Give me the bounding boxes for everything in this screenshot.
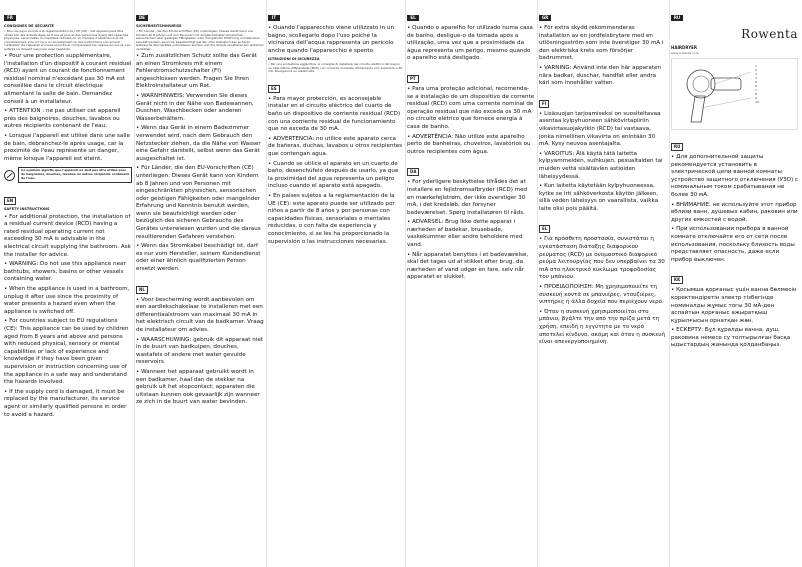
paragraph-large: • ADVERTÊNCIA: Não utilize este aparelho perto de banheiras, chuveiros, lavatórios ou outros recipientes com água. <box>407 133 531 155</box>
website: www.rowenta.com <box>671 51 699 55</box>
paragraph-large: • Für Länder, die den EU-Vorschriften (CE) unterliegen: Dieses Gerät kann von Kindern ab 8 Jahren und von Personen mit eingeschränkten physischen, sensorischen oder geistigen Fähigkeiten oder mangelnder Erfahrung und Kenntnis benutzt werden, wenn sie beaufsichtigt werden oder bezüglich des sicheren Gebrauchs des Gerätes unterwiesen wurden und die daraus resultierenden Gefahren verstehen. <box>136 165 261 240</box>
paragraph-large: • Når apparatet benyttes i et badeværelse, skal det tages ud af stikket efter brug, da nærheden af vand udgør en fare, selv når apparatet er slukket. <box>407 251 529 281</box>
fold-line <box>669 0 670 567</box>
paragraph-large: • WAARSCHUWING: gebruik dit apparaat niet in de buurt van badkuipen, douches, wastafels of andere met water gevulde reservoirs. <box>136 336 263 366</box>
paragraph: • Für Länder, die den EU-Vorschriften (CE) unterliegen: Dieses Gerät kann von Kindern ab 8 Jahren und von Personen mit eingeschränkten physischen, sensorischen oder geistigen Fähigkeiten oder mangelnder Erfahrung und Kenntnis benutzt werden, wenn sie beaufsichtigt werden oder bezüglich des sicheren Gebrauchs des Gerätes unterwiesen wurden und die daraus resultierenden Gefahren verstehen. <box>136 29 264 51</box>
paragraph-large: • Kun laitetta käytetään kylpyhuoneessa, kytke se irti sähköverkosta käytön jälkeen, sillä veden läheisyys on vaarallista, vaikka laite olisi pois päältä. <box>539 183 659 212</box>
fold-line <box>266 0 267 567</box>
paragraph-large: • WARNING: Do not use this appliance near bathtubs, showers, basins or other vessels containing water. <box>4 261 126 283</box>
paragraph-large: • ADVARSEL: Brug ikke dette apparat i nærheden af badekar, brusebade, vaskekummer eller andre beholdere med vand. <box>407 219 523 249</box>
column-pt-da <box>407 4 535 563</box>
brand-logo: Rowenta <box>741 27 798 41</box>
section-heading: SICHERHEITSHINWEISE <box>136 24 182 28</box>
paragraph: • Pour les pays soumis à la réglementation de l'UE (CE) : Cet appareil peut être utilisé par des enfants âgés de 8 ans et plus et des personnes ayant des capacités physiques, sensorielles ou mentales réduites ou un manque d'expérience et de connaissances, s'ils ont reçu un encadrement ou des instructions concernant l'utilisation de l'appareil en toute sécurité et comprennent les risques encourus. Les enfants ne doivent pas jouer avec l'appareil. <box>4 29 131 51</box>
hairdryer-illustration <box>671 58 798 130</box>
page-number: DE <box>136 15 148 21</box>
paragraph-large: • Wenn das Stromkabel beschädigt ist, darf es nur vom Hersteller, seinem Kundendienst oder einer ähnlich qualifizierten Person ersetzt werden. <box>136 243 261 273</box>
paragraph-large: • En países sujetos a la reglamentación de la UE (CE): este aparato puede ser utilizado por niños a partir de 8 años y por personas con capacidades físicas, sensoriales o mentales reducidas, o con falta de experiencia y conocimiento, si se les ha proporcionado la supervisión o las instrucciones necesarias. <box>268 193 395 245</box>
fold-line <box>537 0 538 567</box>
language-tag: EN <box>4 197 16 205</box>
paragraph-large: • If the supply cord is damaged, it must be replaced by the manufacturer, its service agent or similarly qualified persons in order to avoid a hazard. <box>4 388 127 418</box>
paragraph-large: • Quando l'apparecchio viene utilizzato in un bagno, scollegarlo dopo l'uso poiché la vicinanza dell'acqua rappresenta un pericolo anche quando l'apparecchio è spento. <box>268 25 395 54</box>
paragraph-large: • Для дополнительной защиты рекомендуется установить в электрической цепи ванной комнаты устройство защитного отключения (УЗО) с номинальным током срабатывания не более 30 мА. <box>671 154 798 198</box>
legend-item: 8 <box>755 92 757 96</box>
language-tag: EL <box>539 225 550 233</box>
paragraph-large: • For yderligere beskyttelse tilrådes det at installere en fejlstrømsafbryder (RCD) med en mærkefejlstrøm, der ikke overstiger 30 mA, i det kredsløb, der forsyner badeværelset. Spørg installatøren til råds. <box>407 179 528 216</box>
product-diagram <box>671 58 798 130</box>
paragraph-large: • Wanneer het apparaat gebruikt wordt in een badkamer, haal dan de stekker na gebruik uit het stopcontact; apparaten die uitstaan kunnen ook gevaarlijk zijn wanneer ze zich in de buurt van water bevinden. <box>136 368 260 406</box>
paragraph-large: • För extra skydd rekommenderas installation av en jordfelsbrytare med en utlösningsström som inte överstiger 30 mA i den elektriska krets som försörjer badrummet. <box>539 25 664 62</box>
paragraph-large: • ЕСКЕРТУ: Бұл құралды ванна, душ, раковина немесе су толтырылған басқа ыдыстардың жанында қолданбаңыз. <box>671 327 791 349</box>
paragraph-large: • ATTENTION : ne pas utiliser cet appareil près des baignoires, douches, lavabos ou autres récipients contenant de l'eau. <box>4 108 121 130</box>
paragraph-large: • Voor bescherming wordt aanbevolen om een aardlekschakelaar te installeren met een differentiaalstroom van maximaal 30 mA in het elektrisch circuit van de badkamer. Vraag de installateur om advies. <box>136 296 264 333</box>
page-number: RU <box>671 15 683 21</box>
language-tag: NL <box>136 286 148 294</box>
paragraph-large: • Pour une protection supplémentaire, l'installation d'un dispositif à courant résiduel (RCD) ayant un courant de fonctionnement résiduel nominal n'excédant pas 30 mA est conseillée dans le circuit électrique alimentant la salle de bain. Demandez conseil à un installateur. <box>4 53 132 105</box>
warning-box: Ce symbole signifie que l'appareil ne doit pas être utilisé près de baignoires, douches, lavabos ou autres récipients contenant de l'eau. <box>18 167 132 182</box>
legend-item: 7 <box>755 88 757 92</box>
column-de-nl <box>136 4 264 563</box>
column-cover-ru <box>671 4 798 563</box>
paragraph-large: • Zum zusätzlichen Schutz sollte das Gerät an einen Stromkreis mit einem Fehlerstromschutzschalter (FI) angeschlossen werden. Fragen Sie Ihren Elektroinstallateur um Rat. <box>136 53 257 90</box>
paragraph: • Per una protezione aggiuntiva, si consiglia di installare nel circuito elettrico del bagno un interruttore differenziale (RCD) con corrente nominale d'intervento non superiore a 30 mA. Rivolgersi a un elettricista. <box>268 62 403 74</box>
fold-line <box>134 0 135 567</box>
legend-item: 3 <box>755 72 757 76</box>
legend-item: 4 <box>755 76 757 80</box>
legend-item: 2 <box>755 68 757 72</box>
paragraph-large: • Қосымша қорғаныс үшін ванна бөлмесін қоректендіретін электр тізбегінде номиналды жұмыс тогы 30 мА-ден аспайтын қорғаныс ажыратқыш құрылғысын орнатқан жөн. <box>671 287 797 324</box>
paragraph-large: • ADVERTENCIA: no utilice este aparato cerca de bañeras, duchas, lavabos u otros recipientes que contengan agua. <box>268 135 403 158</box>
legend-item: 1 <box>755 64 757 68</box>
paragraph-large: • VAROITUS: Älä käytä tätä laitetta kylpyammeiden, suihkujen, pesualtaiden tai muiden vettä sisältävien astioiden läheisyydessä. <box>539 150 663 180</box>
column-sv-fi-el <box>539 4 667 563</box>
language-tag: DA <box>407 168 419 176</box>
legend-item: 9 <box>755 96 757 100</box>
paragraph-large: • WARNHINWEIS: Verwenden Sie dieses Gerät nicht in der Nähe von Badewannen, Duschen, Waschbecken oder anderen Wasserbehältern. <box>136 92 254 122</box>
section-heading: ISTRUZIONI DI SICUREZZA <box>268 57 320 62</box>
language-tag: ES <box>268 85 280 93</box>
paragraph-large: • Cuando se utilice el aparato en un cuarto de baño, desenchúfelo después de usarlo, ya que la proximidad del agua representa un peligro incluso cuando el aparato está apagado. <box>268 160 399 190</box>
column-it-es <box>268 4 403 563</box>
paragraph-large: • For additional protection, the installation of a residual current device (RCD) having a rated residual operating current not exceeding 30 mA is advisable in the electrical circuit supplying the bathroom. Ask the installer for advice. <box>4 213 131 258</box>
paragraph-large: • При использовании прибора в ванной комнате отключайте его от сети после использования, поскольку близость воды представляет опасность, даже если прибор выключен. <box>671 226 795 263</box>
column-fr-en <box>4 4 132 563</box>
legend-item: 6 <box>755 84 757 88</box>
paragraph-large: • Para mayor protección, es aconsejable instalar en el circuito eléctrico del cuarto de baño un dispositivo de corriente residual (RCD) con una corriente residual de funcionamiento que no exceda de 30 mA. <box>268 95 401 133</box>
diagram-legend <box>755 64 759 104</box>
paragraph-large: • Για πρόσθετη προστασία, συνιστάται η εγκατάσταση διάταξης διαφορικού ρεύματος (RCD) με ονομαστικό διαφορικό ρεύμα λειτουργίας που δεν υπερβαίνει τα 30 mA στο ηλεκτρικό κύκλωμα τροφοδοσίας του μπάνιου. <box>539 236 665 281</box>
page-number: GR <box>539 15 551 21</box>
paragraph-large: • Wenn das Gerät in einem Badezimmer verwendet wird, nach dem Gebrauch den Netzstecker ziehen, da die Nähe von Wasser eine Gefahr darstellt, selbst wenn das Gerät ausgeschaltet ist. <box>136 125 261 162</box>
no-water-warning-icon <box>4 170 15 181</box>
paragraph-large: • Para uma proteção adicional, recomenda-se a instalação de um dispositivo de corrente residual (RCD) com uma corrente nominal de operação residual que não exceda os 30 mA no circuito elétrico que fornece energia à casa de banho. <box>407 85 535 130</box>
language-tag: PT <box>407 75 419 83</box>
legend-item: 10 <box>755 100 759 104</box>
paragraph-large: • Lisäsuojan tarjoamiseksi on suositeltavaa asentaa kylpyhuoneen sähkövirtapiiriin vikavirtasuojakytkin (RCD) tai vastaava, jonka nimellinen vikavirta on enintään 30 mA. Kysy neuvoa asentajalta. <box>539 110 661 148</box>
paragraph-large: • Quando o aparelho for utilizado numa casa de banho, desligue-o da tomada após a utilização, uma vez que a proximidade da água representa um perigo, mesmo quando o aparelho está desligado. <box>407 25 533 62</box>
section-heading: CONSIGNES DE SÉCURITÉ <box>4 24 54 28</box>
paragraph-large: • ΠΡΟΕΙΔΟΠΟΙΗΣΗ: Μη χρησιμοποιείτε τη συσκευή κοντά σε μπανιέρες, ντουζιέρες, νιπτήρες ή άλλα δοχεία που περιέχουν νερό. <box>539 284 664 306</box>
language-tag: FI <box>539 100 549 108</box>
paragraph-large: • Όταν η συσκευή χρησιμοποιείται στο μπάνιο, βγάλτε την από την πρίζα μετά τη χρήση, επειδή η εγγύτητα με το νερό αποτελεί κίνδυνο, ακόμη και όταν η συσκευή είναι απενεργοποιημένη. <box>539 308 666 346</box>
warning-row <box>4 165 132 184</box>
paragraph-large: • ВНИМАНИЕ: не используйте этот прибор вблизи ванн, душевых кабин, раковин или других емкостей с водой. <box>671 201 798 223</box>
section-heading: SAFETY INSTRUCTIONS <box>4 206 50 211</box>
fold-line <box>405 0 406 567</box>
paragraph-large: • For countries subject to EU regulations (CE): This appliance can be used by children aged from 8 years and above and persons with reduced physical, sensory or mental capabilities or lack of experience and knowledge if they have been given supervision or instruction concerning use of the appliance in a safe way and understand the hazards involved. <box>4 318 129 386</box>
paragraph-large: • Lorsque l'appareil est utilisé dans une salle de bain, débranchez-le après usage, car la proximité de l'eau représente un danger, même lorsque l'appareil est éteint. <box>4 132 130 162</box>
paragraph-large: • VARNING: Använd inte den här apparaten nära badkar, duschar, handfat eller andra kärl som innehåller vatten. <box>539 64 662 87</box>
legend-item: 5 <box>755 80 757 84</box>
page-number: EL <box>407 15 419 21</box>
language-tag: KK <box>671 276 683 284</box>
language-tag: RU <box>671 143 683 151</box>
paragraph-large: • When the appliance is used in a bathroom, unplug it after use since the proximity of water presents a hazard even when the appliance is switched off. <box>4 286 130 315</box>
page-number: IT <box>268 15 280 21</box>
product-name: HAIRDRYER <box>671 45 697 50</box>
page-number: FR <box>4 15 16 21</box>
